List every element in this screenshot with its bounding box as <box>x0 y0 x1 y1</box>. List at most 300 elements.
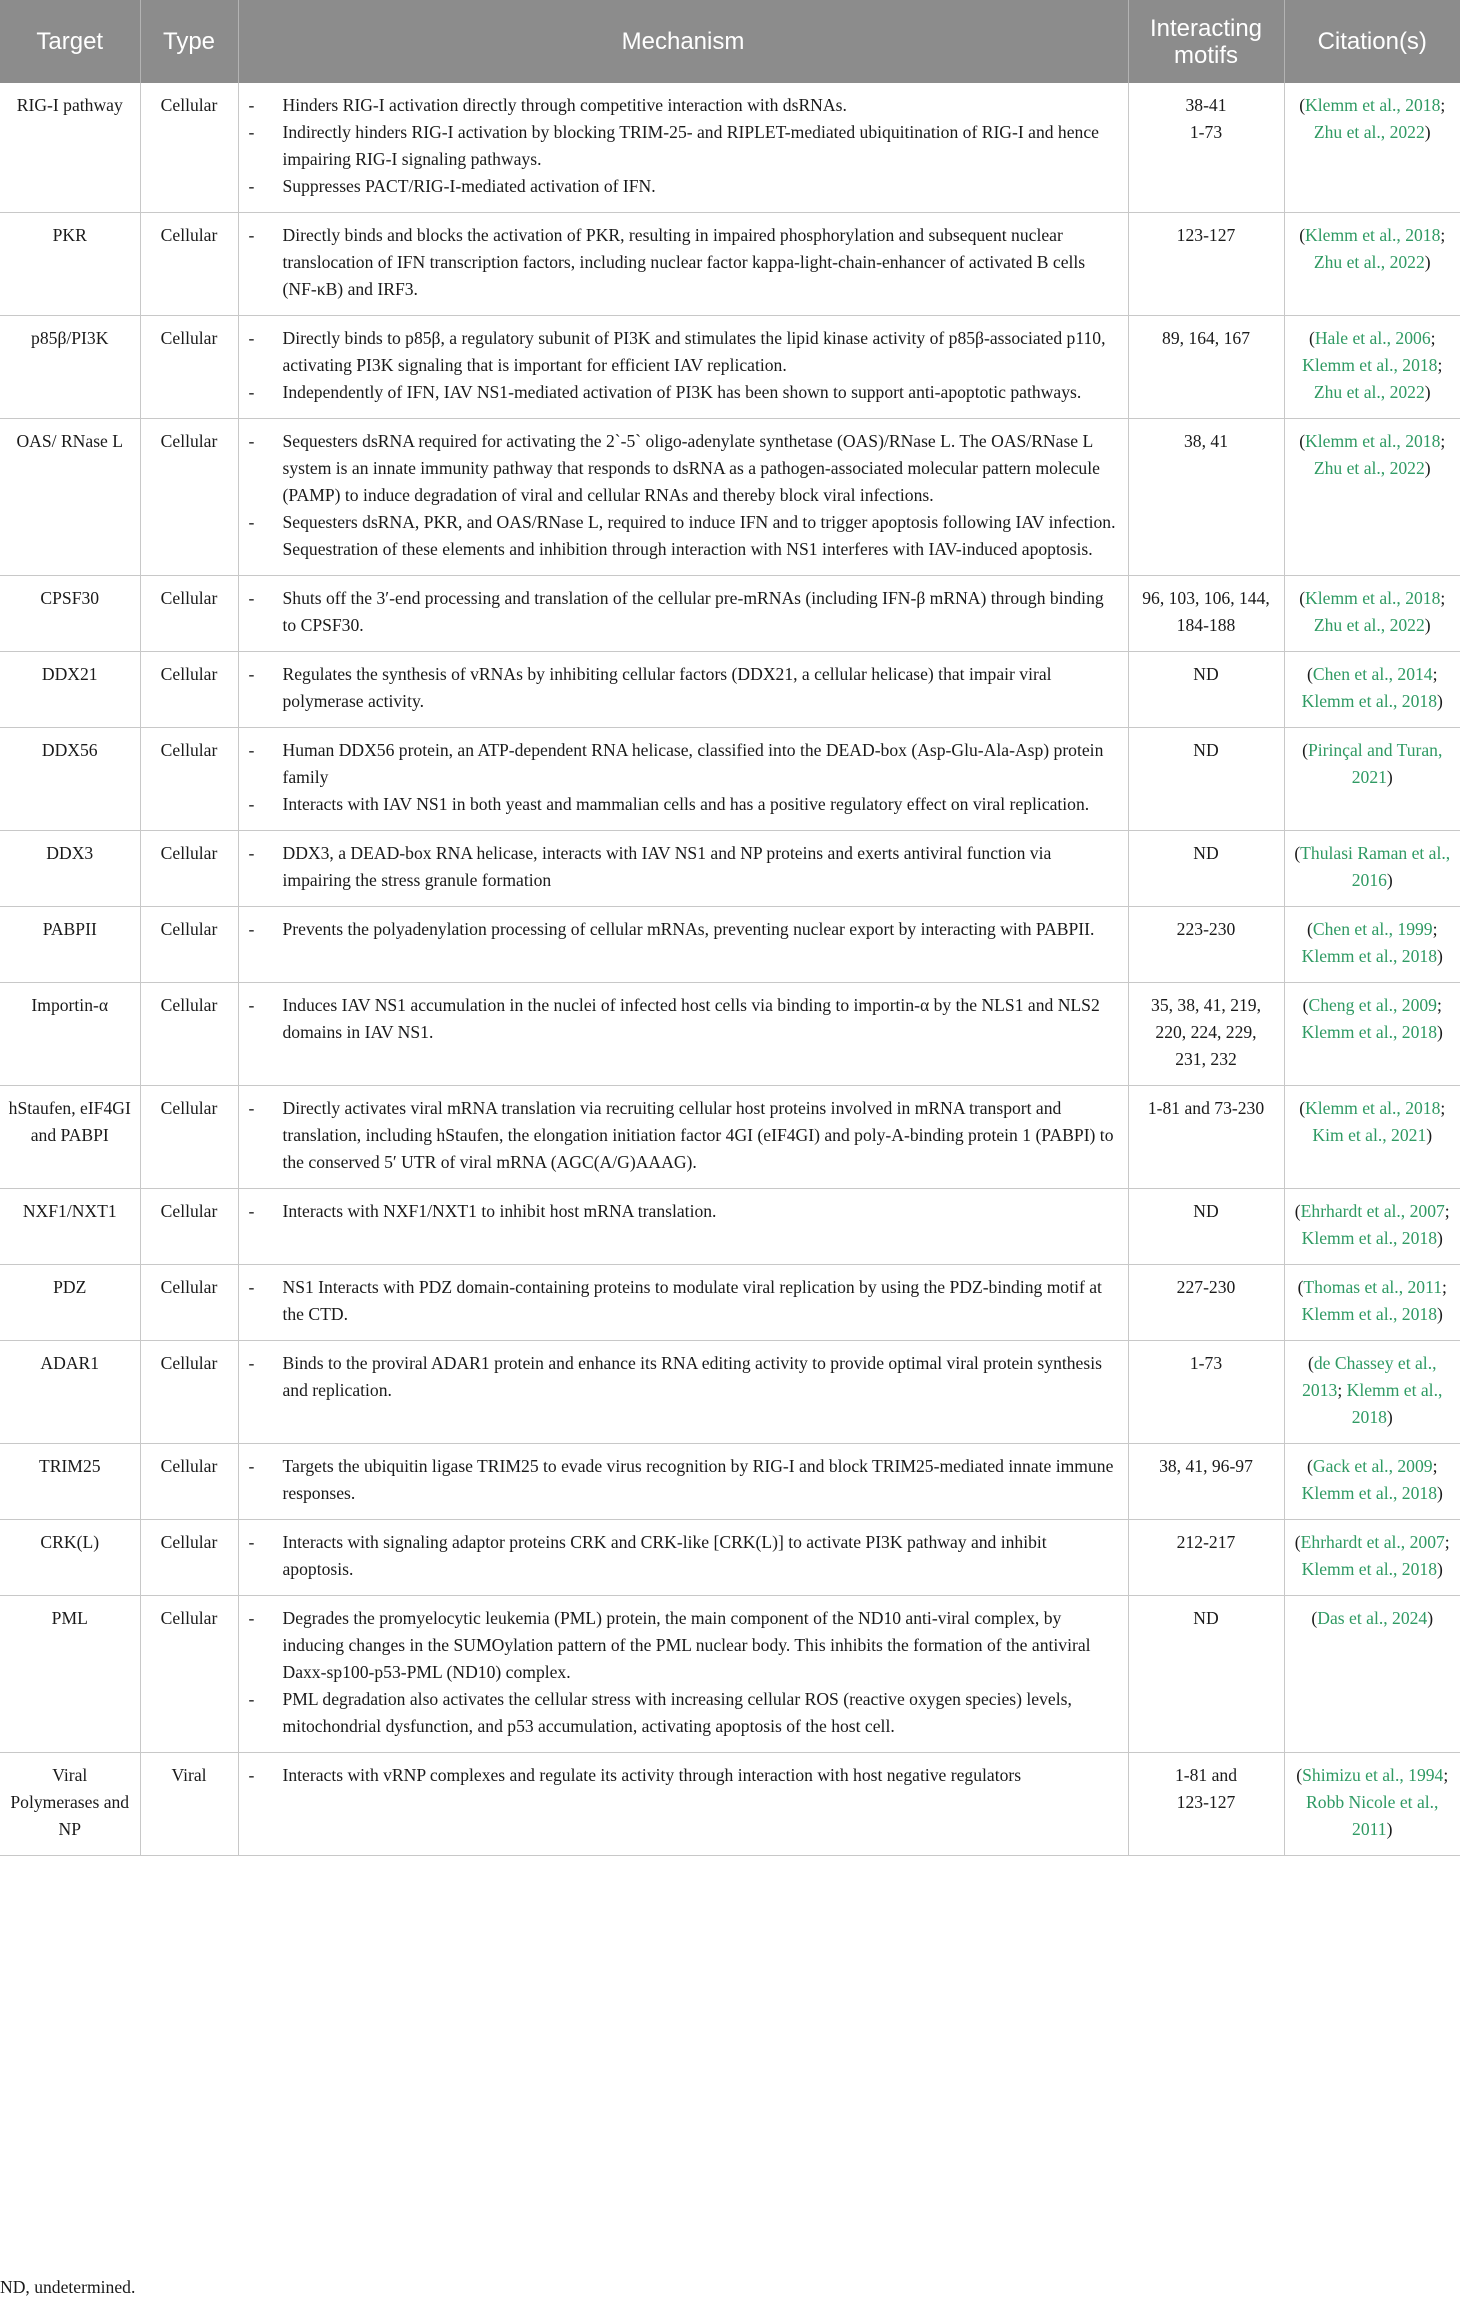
cell-target: TRIM25 <box>0 1444 140 1520</box>
header-interacting-motifs: Interacting motifs <box>1128 0 1284 83</box>
cell-target: DDX3 <box>0 831 140 907</box>
cell-type: Cellular <box>140 419 238 576</box>
open-paren: ( <box>1294 1532 1301 1552</box>
motif-line: 1-73 <box>1189 1353 1223 1373</box>
cell-mechanism <box>238 1444 1128 1520</box>
cell-type: Cellular <box>140 1265 238 1341</box>
cell-interacting-motifs <box>1128 1444 1284 1520</box>
cell-target: Viral Polymerases and NP <box>0 1753 140 1856</box>
cell-citations <box>1284 907 1460 983</box>
mechanism-text: Induces IAV NS1 accumulation in the nuclei of infected host cells via binding to importin-α by the NLS1 and NLS2 domains in IAV NS1. <box>282 995 1100 1042</box>
cell-target: CPSF30 <box>0 576 140 652</box>
close-paren: ) <box>1437 1022 1443 1042</box>
motif-line: 38, 41 <box>1184 431 1228 451</box>
cell-interacting-motifs <box>1128 316 1284 419</box>
cell-interacting-motifs <box>1128 1753 1284 1856</box>
motif-line: 223-230 <box>1176 919 1236 939</box>
citation-link[interactable]: Cheng et al., 2009 <box>1308 995 1437 1015</box>
open-paren: ( <box>1299 431 1306 451</box>
citation-separator: ; <box>1430 328 1436 348</box>
mechanism-item <box>249 1762 1118 1789</box>
mechanism-text: Independently of IFN, IAV NS1-mediated activation of PI3K has been shown to support anti-apoptotic pathways. <box>282 382 1082 402</box>
citation-separator: ; <box>1440 1098 1446 1118</box>
cell-mechanism <box>238 652 1128 728</box>
citation-link[interactable]: Shimizu et al., 1994 <box>1302 1765 1444 1785</box>
mechanism-text: Directly binds and blocks the activation of PKR, resulting in impaired phosphorylation and subsequent nuclear translocation of IFN transcription factors, including nuclear factor kappa-light-chain-enhancer of activated B cells (NF-κB) and IRF3. <box>282 225 1086 299</box>
mechanism-list <box>249 1350 1118 1404</box>
cell-interacting-motifs <box>1128 728 1284 831</box>
cell-mechanism <box>238 1596 1128 1753</box>
table-row <box>0 1520 1460 1596</box>
cell-mechanism <box>238 907 1128 983</box>
cell-type: Cellular <box>140 652 238 728</box>
motif-line: ND <box>1193 1608 1219 1628</box>
cell-mechanism <box>238 983 1128 1086</box>
mechanism-item <box>249 661 1118 715</box>
cell-type: Cellular <box>140 831 238 907</box>
cell-type: Cellular <box>140 1596 238 1753</box>
open-paren: ( <box>1302 995 1309 1015</box>
cell-type: Cellular <box>140 83 238 213</box>
cell-type: Cellular <box>140 213 238 316</box>
mechanism-text: Interacts with vRNP complexes and regulate its activity through interaction with host negative regulators <box>282 1765 1022 1785</box>
citation-link[interactable]: Klemm et al., 2018 <box>1301 691 1437 711</box>
cell-citations <box>1284 1341 1460 1444</box>
open-paren: ( <box>1307 919 1313 939</box>
open-paren: ( <box>1297 1277 1304 1297</box>
table-row <box>0 728 1460 831</box>
bullet-dash: - <box>248 328 255 348</box>
open-paren: ( <box>1299 588 1306 608</box>
close-paren: ) <box>1424 252 1431 272</box>
close-paren: ) <box>1427 1608 1434 1628</box>
mechanism-text: Interacts with NXF1/NXT1 to inhibit host mRNA translation. <box>282 1201 717 1221</box>
bullet-dash: - <box>248 1353 255 1373</box>
cell-type: Cellular <box>140 907 238 983</box>
bullet-dash: - <box>248 664 255 684</box>
cell-interacting-motifs <box>1128 983 1284 1086</box>
table-row <box>0 1086 1460 1189</box>
bullet-dash: - <box>248 794 255 814</box>
motif-line: 212-217 <box>1176 1532 1236 1552</box>
mechanism-item <box>249 222 1118 303</box>
citation-link[interactable]: Klemm et al., 2018 <box>1301 1304 1437 1324</box>
cell-mechanism <box>238 1189 1128 1265</box>
open-paren: ( <box>1294 1201 1301 1221</box>
mechanism-list <box>249 916 1118 943</box>
close-paren: ) <box>1386 1819 1393 1839</box>
cell-interacting-motifs <box>1128 419 1284 576</box>
citation-separator: ; <box>1440 431 1446 451</box>
mechanism-item <box>249 1605 1118 1686</box>
citation-link[interactable]: Klemm et al., 2018 <box>1301 1228 1437 1248</box>
mechanism-text: Sequesters dsRNA required for activating the 2`-5` oligo-adenylate synthetase (OAS)/RNase L. The OAS/RNase L system is an innate immunity pathway that responds to dsRNA as a pathogen-associated molecular pattern molecule (PAMP) to induce degradation of viral and cellular RNAs and thereby block viral infections. <box>282 431 1100 505</box>
bullet-dash: - <box>248 225 255 245</box>
mechanism-list <box>249 1762 1118 1789</box>
citation-link[interactable]: Klemm et al., 2018 <box>1301 1022 1437 1042</box>
mechanism-list <box>249 222 1118 303</box>
mechanism-text: Targets the ubiquitin ligase TRIM25 to evade virus recognition by RIG-I and block TRIM25-mediated innate immune responses. <box>282 1456 1114 1503</box>
bullet-dash: - <box>248 512 255 532</box>
table-header <box>0 0 1460 83</box>
cell-interacting-motifs <box>1128 213 1284 316</box>
bullet-dash: - <box>248 176 255 196</box>
cell-citations <box>1284 1086 1460 1189</box>
mechanism-list <box>249 840 1118 894</box>
bullet-dash: - <box>248 995 255 1015</box>
cell-target: OAS/ RNase L <box>0 419 140 576</box>
bullet-dash: - <box>248 919 255 939</box>
close-paren: ) <box>1426 1125 1433 1145</box>
cell-target: PKR <box>0 213 140 316</box>
mechanism-item <box>249 173 1118 200</box>
mechanism-item <box>249 1274 1118 1328</box>
citation-link[interactable]: Zhu et al., 2022 <box>1313 615 1425 635</box>
close-paren: ) <box>1386 870 1393 890</box>
citation-link[interactable]: Klemm et al., 2018 <box>1301 1483 1437 1503</box>
bullet-dash: - <box>248 1608 255 1628</box>
open-paren: ( <box>1302 740 1308 760</box>
citation-link[interactable]: Chen et al., 1999 <box>1312 919 1433 939</box>
cell-type: Cellular <box>140 576 238 652</box>
cell-target: DDX56 <box>0 728 140 831</box>
motif-line: ND <box>1193 664 1219 684</box>
close-paren: ) <box>1437 1304 1443 1324</box>
table-row <box>0 907 1460 983</box>
mechanism-item <box>249 737 1118 791</box>
citation-link[interactable]: Klemm et al., 2018 <box>1305 95 1441 115</box>
cell-interacting-motifs <box>1128 907 1284 983</box>
table-row <box>0 419 1460 576</box>
bullet-dash: - <box>248 431 255 451</box>
citation-separator: ; <box>1443 1765 1449 1785</box>
cell-target: PDZ <box>0 1265 140 1341</box>
citation-separator: ; <box>1440 588 1446 608</box>
citation-separator: ; <box>1432 919 1438 939</box>
cell-mechanism <box>238 316 1128 419</box>
open-paren: ( <box>1311 1608 1318 1628</box>
close-paren: ) <box>1386 767 1393 787</box>
citation-link[interactable]: Zhu et al., 2022 <box>1313 458 1425 478</box>
cell-target: Importin-α <box>0 983 140 1086</box>
citation-link[interactable]: Ehrhardt et al., 2007 <box>1300 1532 1445 1552</box>
cell-interacting-motifs <box>1128 1520 1284 1596</box>
motif-line: 89, 164, 167 <box>1162 328 1250 348</box>
cell-type: Cellular <box>140 728 238 831</box>
mechanism-text: Sequesters dsRNA, PKR, and OAS/RNase L, required to induce IFN and to trigger apoptosis following IAV infection. Sequestration of these elements and inhibition through interaction with NS1 interferes with IAV-induced apoptosis. <box>282 512 1116 559</box>
table-row <box>0 983 1460 1086</box>
motif-line: 227-230 <box>1176 1277 1236 1297</box>
bullet-dash: - <box>248 95 255 115</box>
table-row <box>0 1265 1460 1341</box>
citation-link[interactable]: Chen et al., 2014 <box>1312 664 1433 684</box>
table-row <box>0 1596 1460 1753</box>
motif-line: 1-81 and <box>1174 1765 1238 1785</box>
mechanism-list <box>249 585 1118 639</box>
cell-mechanism <box>238 1753 1128 1856</box>
mechanism-item <box>249 1686 1118 1740</box>
cell-citations <box>1284 1444 1460 1520</box>
cell-interacting-motifs <box>1128 1265 1284 1341</box>
bullet-dash: - <box>248 740 255 760</box>
header-type: Type <box>140 0 238 83</box>
cell-mechanism <box>238 83 1128 213</box>
mechanism-text: NS1 Interacts with PDZ domain-containing proteins to modulate viral replication by using the PDZ-binding motif at the CTD. <box>282 1277 1102 1324</box>
mechanism-item <box>249 1095 1118 1176</box>
motif-line: ND <box>1193 843 1219 863</box>
citation-separator: ; <box>1444 1532 1450 1552</box>
mechanism-list <box>249 737 1118 818</box>
mechanism-item <box>249 325 1118 379</box>
citation-link[interactable]: Thulasi Raman et al., 2016 <box>1300 843 1451 890</box>
bullet-dash: - <box>248 1201 255 1221</box>
cell-citations <box>1284 1265 1460 1341</box>
mechanism-item <box>249 916 1118 943</box>
mechanism-list <box>249 1605 1118 1740</box>
cell-mechanism <box>238 1265 1128 1341</box>
mechanism-text: Directly binds to p85β, a regulatory subunit of PI3K and stimulates the lipid kinase activity of p85β-associated p110, activating PI3K signaling that is important for efficient IAV replication. <box>282 328 1106 375</box>
cell-target: ADAR1 <box>0 1341 140 1444</box>
close-paren: ) <box>1424 382 1431 402</box>
citation-separator: ; <box>1440 225 1446 245</box>
motif-line: ND <box>1193 1201 1219 1221</box>
open-paren: ( <box>1299 95 1306 115</box>
bullet-dash: - <box>248 843 255 863</box>
motif-line: 1-73 <box>1189 122 1223 142</box>
citation-link[interactable]: Klemm et al., 2018 <box>1305 588 1441 608</box>
motif-line: 38, 41, 96-97 <box>1159 1456 1253 1476</box>
cell-citations <box>1284 419 1460 576</box>
table-footnote: ND, undetermined. <box>0 2277 136 2297</box>
open-paren: ( <box>1308 1353 1314 1373</box>
cell-type: Cellular <box>140 983 238 1086</box>
cell-type: Cellular <box>140 1086 238 1189</box>
mechanism-item <box>249 509 1118 563</box>
bullet-dash: - <box>248 1765 255 1785</box>
table-row <box>0 213 1460 316</box>
mechanism-item <box>249 1350 1118 1404</box>
mechanism-list <box>249 992 1118 1046</box>
cell-citations <box>1284 1520 1460 1596</box>
cell-interacting-motifs <box>1128 1086 1284 1189</box>
citation-link[interactable]: Klemm et al., 2018 <box>1301 1559 1437 1579</box>
table-row <box>0 1444 1460 1520</box>
mechanism-text: Interacts with signaling adaptor proteins CRK and CRK-like [CRK(L)] to activate PI3K pathway and inhibit apoptosis. <box>282 1532 1047 1579</box>
cell-citations <box>1284 213 1460 316</box>
mechanism-text: DDX3, a DEAD-box RNA helicase, interacts with IAV NS1 and NP proteins and exerts antiviral function via impairing the stress granule formation <box>282 843 1052 890</box>
bullet-dash: - <box>248 1689 255 1709</box>
mechanism-list <box>249 1529 1118 1583</box>
bullet-dash: - <box>248 382 255 402</box>
citation-link[interactable]: Robb Nicole et al., 2011 <box>1306 1792 1439 1839</box>
citation-link[interactable]: Klemm et al., 2018 <box>1301 946 1437 966</box>
mechanism-item <box>249 840 1118 894</box>
close-paren: ) <box>1437 1483 1443 1503</box>
cell-interacting-motifs <box>1128 1341 1284 1444</box>
cell-type: Cellular <box>140 1189 238 1265</box>
open-paren: ( <box>1307 1456 1313 1476</box>
cell-mechanism <box>238 728 1128 831</box>
cell-interacting-motifs <box>1128 576 1284 652</box>
header-citations: Citation(s) <box>1284 0 1460 83</box>
citation-link[interactable]: Kim et al., 2021 <box>1312 1125 1427 1145</box>
mechanism-list <box>249 1274 1118 1328</box>
header-mechanism: Mechanism <box>238 0 1128 83</box>
mechanism-list <box>249 1453 1118 1507</box>
cell-target: RIG-I pathway <box>16 95 123 115</box>
mechanism-text: Prevents the polyadenylation processing of cellular mRNAs, preventing nuclear export by interacting with PABPII. <box>282 919 1095 939</box>
table-row <box>0 576 1460 652</box>
mechanism-item <box>249 585 1118 639</box>
open-paren: ( <box>1299 1098 1306 1118</box>
cell-citations <box>1284 1596 1460 1753</box>
cell-target: PML <box>0 1596 140 1753</box>
cell-mechanism <box>238 1341 1128 1444</box>
cell-citations <box>1284 1753 1460 1856</box>
table-row <box>0 1753 1460 1856</box>
cell-mechanism <box>238 1520 1128 1596</box>
cell-mechanism <box>238 419 1128 576</box>
citation-link[interactable]: Klemm et al., 2018 <box>1305 225 1441 245</box>
mechanism-text: Degrades the promyelocytic leukemia (PML) protein, the main component of the ND10 anti-viral complex, by inducing changes in the SUMOylation pattern of the PML nuclear body. This inhibits the formation of the antiviral Daxx-sp100-p53-PML (ND10) complex. <box>282 1608 1091 1682</box>
mechanism-text: Human DDX56 protein, an ATP-dependent RNA helicase, classified into the DEAD-box (Asp-Glu-Ala-Asp) protein family <box>282 740 1104 787</box>
cell-interacting-motifs <box>1128 652 1284 728</box>
mechanism-item <box>249 791 1118 818</box>
cell-citations <box>1284 831 1460 907</box>
cell-target: p85β/PI3K <box>0 316 140 419</box>
citation-separator: ; <box>1432 664 1438 684</box>
mechanism-text: Shuts off the 3′-end processing and translation of the cellular pre-mRNAs (including IFN-β mRNA) through binding to CPSF30. <box>282 588 1104 635</box>
citation-link[interactable]: Pirinçal and Turan, 2021 <box>1307 740 1443 787</box>
mechanism-list <box>249 92 1118 200</box>
citation-link[interactable]: Zhu et al., 2022 <box>1313 122 1425 142</box>
citation-separator: ; <box>1444 1201 1450 1221</box>
mechanism-list <box>249 661 1118 715</box>
citation-link[interactable]: Zhu et al., 2022 <box>1313 252 1425 272</box>
citation-link[interactable]: Klemm et al., 2018 <box>1302 355 1438 375</box>
mechanism-list <box>249 1198 1118 1225</box>
cell-target: hStaufen, eIF4GI and PABPI <box>0 1086 140 1189</box>
close-paren: ) <box>1424 615 1431 635</box>
open-paren: ( <box>1307 664 1313 684</box>
mechanism-text: Interacts with IAV NS1 in both yeast and mammalian cells and has a positive regulatory effect on viral replication. <box>282 794 1090 814</box>
cell-citations <box>1284 83 1460 213</box>
cell-citations <box>1284 316 1460 419</box>
cell-citations <box>1284 576 1460 652</box>
bullet-dash: - <box>248 1532 255 1552</box>
mechanism-item <box>249 1198 1118 1225</box>
citation-link[interactable]: Zhu et al., 2022 <box>1313 382 1425 402</box>
mechanism-item <box>249 428 1118 509</box>
mechanism-item <box>249 92 1118 119</box>
cell-type: Cellular <box>140 1520 238 1596</box>
citation-link[interactable]: de Chassey et al., 2013 <box>1302 1353 1437 1400</box>
citation-link[interactable]: Gack et al., 2009 <box>1312 1456 1433 1476</box>
mechanism-text: PML degradation also activates the cellular stress with increasing cellular ROS (reactive oxygen species) levels, mitochondrial dysfunction, and p53 accumulation, activating apoptosis of the host cell. <box>282 1689 1072 1736</box>
table-row <box>0 831 1460 907</box>
bullet-dash: - <box>248 1098 255 1118</box>
motif-line: 35, 38, 41, 219, 220, 224, 229, 231, 232 <box>1151 995 1261 1069</box>
citation-link[interactable]: Klemm et al., 2018 <box>1305 431 1441 451</box>
cell-mechanism <box>238 576 1128 652</box>
cell-type: Cellular <box>140 316 238 419</box>
citation-separator: ; <box>1432 1456 1438 1476</box>
motif-line: 96, 103, 106, 144, 184-188 <box>1142 588 1270 635</box>
mechanism-text: Indirectly hinders RIG-I activation by blocking TRIM-25- and RIPLET-mediated ubiquitination of RIG-I and hence impairing RIG-I signaling pathways. <box>282 122 1099 169</box>
mechanism-item <box>249 1453 1118 1507</box>
table-row <box>0 316 1460 419</box>
mechanism-list <box>249 1095 1118 1176</box>
close-paren: ) <box>1424 458 1431 478</box>
table-row <box>0 1341 1460 1444</box>
open-paren: ( <box>1308 328 1315 348</box>
mechanism-item <box>249 1529 1118 1583</box>
cell-target: NXF1/NXT1 <box>0 1189 140 1265</box>
cell-interacting-motifs <box>1128 1189 1284 1265</box>
mechanism-text: Suppresses PACT/RIG-I-mediated activation of IFN. <box>282 176 656 196</box>
cell-target: PABPII <box>0 907 140 983</box>
motif-line: 38-41 <box>1185 95 1227 115</box>
open-paren: ( <box>1294 843 1301 863</box>
cell-interacting-motifs <box>1128 831 1284 907</box>
table-row <box>0 1189 1460 1265</box>
motif-line: 1-81 and 73-230 <box>1147 1098 1265 1118</box>
cell-interacting-motifs <box>1128 1596 1284 1753</box>
mechanism-text: Directly activates viral mRNA translation via recruiting cellular host proteins involved in mRNA transport and translation, including hStaufen, the elongation initiation factor 4GI (eIF4GI) and poly-A-binding protein 1 (PABPI) to the conserved 5′ UTR of viral mRNA (AGC(A/G)AAAG). <box>282 1098 1114 1172</box>
cell-type: Viral <box>140 1753 238 1856</box>
close-paren: ) <box>1437 946 1443 966</box>
open-paren: ( <box>1296 1765 1303 1785</box>
mechanism-text: Binds to the proviral ADAR1 protein and enhance its RNA editing activity to provide optimal viral protein synthesis and replication. <box>282 1353 1102 1400</box>
motif-line: ND <box>1193 740 1219 760</box>
close-paren: ) <box>1386 1407 1393 1427</box>
citation-link[interactable]: Ehrhardt et al., 2007 <box>1300 1201 1445 1221</box>
cell-target: CRK(L) <box>0 1520 140 1596</box>
table-body <box>0 83 1460 1856</box>
close-paren: ) <box>1437 1559 1443 1579</box>
citation-separator: ; <box>1442 1277 1447 1297</box>
cell-citations <box>1284 728 1460 831</box>
bullet-dash: - <box>248 1277 255 1297</box>
motif-line: 123-127 <box>1176 225 1236 245</box>
cell-mechanism <box>238 831 1128 907</box>
mechanism-item <box>249 119 1118 173</box>
mechanism-text: Hinders RIG-I activation directly through competitive interaction with dsRNAs. <box>282 95 847 115</box>
citation-separator: ; <box>1437 355 1443 375</box>
mechanism-list <box>249 325 1118 406</box>
cell-type: Cellular <box>140 1444 238 1520</box>
open-paren: ( <box>1299 225 1306 245</box>
table-row <box>0 83 1460 213</box>
bullet-dash: - <box>248 588 255 608</box>
citation-link[interactable]: Klemm et al., 2018 <box>1346 1380 1443 1427</box>
close-paren: ) <box>1437 1228 1443 1248</box>
citation-link[interactable]: Das et al., 2024 <box>1317 1608 1428 1628</box>
mechanism-list <box>249 428 1118 563</box>
close-paren: ) <box>1437 691 1443 711</box>
citation-link[interactable]: Klemm et al., 2018 <box>1305 1098 1441 1118</box>
cell-interacting-motifs <box>1128 83 1284 213</box>
motif-line: 123-127 <box>1176 1792 1236 1812</box>
cell-target: DDX21 <box>0 652 140 728</box>
cell-type: Cellular <box>140 1341 238 1444</box>
bullet-dash: - <box>248 122 255 142</box>
citation-link[interactable]: Thomas et al., 2011 <box>1303 1277 1443 1297</box>
citation-separator: ; <box>1337 1380 1347 1400</box>
table-row <box>0 652 1460 728</box>
mechanism-item <box>249 992 1118 1046</box>
citation-link[interactable]: Hale et al., 2006 <box>1314 328 1431 348</box>
